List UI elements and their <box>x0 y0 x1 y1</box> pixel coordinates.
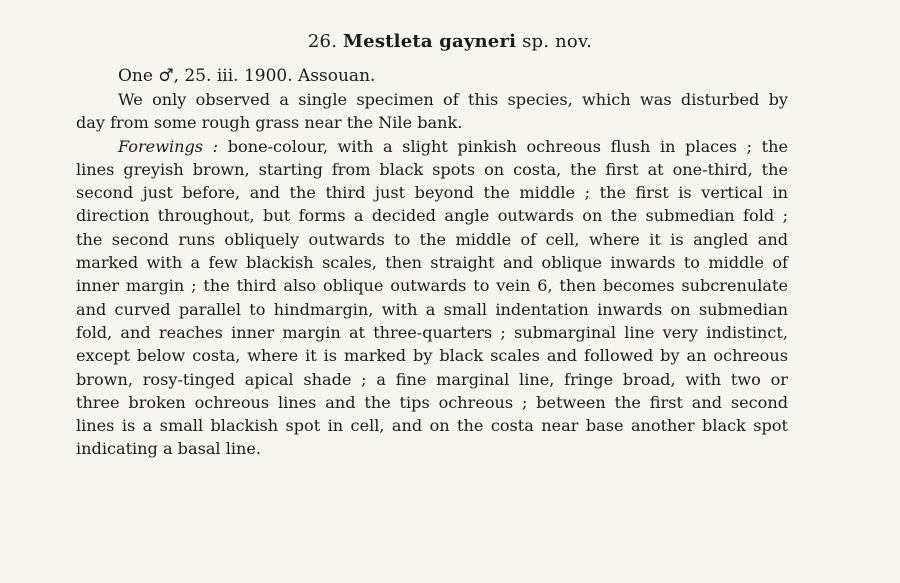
text-line: except below costa, where it is marked by black scales and followed by an ochreous <box>76 346 788 366</box>
species-status: sp. nov. <box>522 31 593 52</box>
species-heading <box>0 30 900 54</box>
text-line: lines is a small blackish spot in cell, and on the costa near base another black spot <box>76 416 788 436</box>
text-line: indicating a basal line. <box>76 439 261 459</box>
specimen-record: One ♂, 25. iii. 1900. Assouan. <box>118 66 376 86</box>
text-line: day from some rough grass near the Nile bank. <box>76 113 463 133</box>
text-line: We only observed a single specimen of this species, which was disturbed by <box>118 90 788 109</box>
text-line: inner margin ; the third also oblique outwards to vein 6, then becomes subcrenulate <box>76 276 788 296</box>
text-line: fold, and reaches inner margin at three-quarters ; submarginal line very indistinct, <box>76 322 788 342</box>
text-line: three broken ochreous lines and the tips ochreous ; between the first and second <box>76 392 788 412</box>
species-name: Mestleta gayneri <box>343 31 517 52</box>
text-line: brown, rosy-tinged apical shade ; a fine marginal line, fringe broad, with two or <box>76 369 788 389</box>
text-line: marked with a few blackish scales, then straight and oblique inwards to middle of <box>76 253 788 273</box>
text-line: the second runs obliquely outwards to the middle of cell, where it is angled and <box>76 229 788 249</box>
text-line: second just before, and the third just beyond the middle ; the first is vertical in <box>76 183 788 203</box>
species-number: 26. <box>307 31 338 52</box>
text-line: and curved parallel to hindmargin, with a small indentation inwards on submedian <box>76 299 788 319</box>
forewings-label: Forewings : <box>118 136 219 156</box>
text-line-forewings <box>76 135 788 158</box>
text-line: lines greyish brown, starting from black spots on costa, the first at one-third, the <box>76 159 788 179</box>
forewings-intro: bone-colour, with a slight pinkish ochreous flush in places ; the <box>218 136 788 156</box>
description-text <box>76 88 788 461</box>
text-line: direction throughout, but forms a decided angle outwards on the submedian fold ; <box>76 206 788 226</box>
